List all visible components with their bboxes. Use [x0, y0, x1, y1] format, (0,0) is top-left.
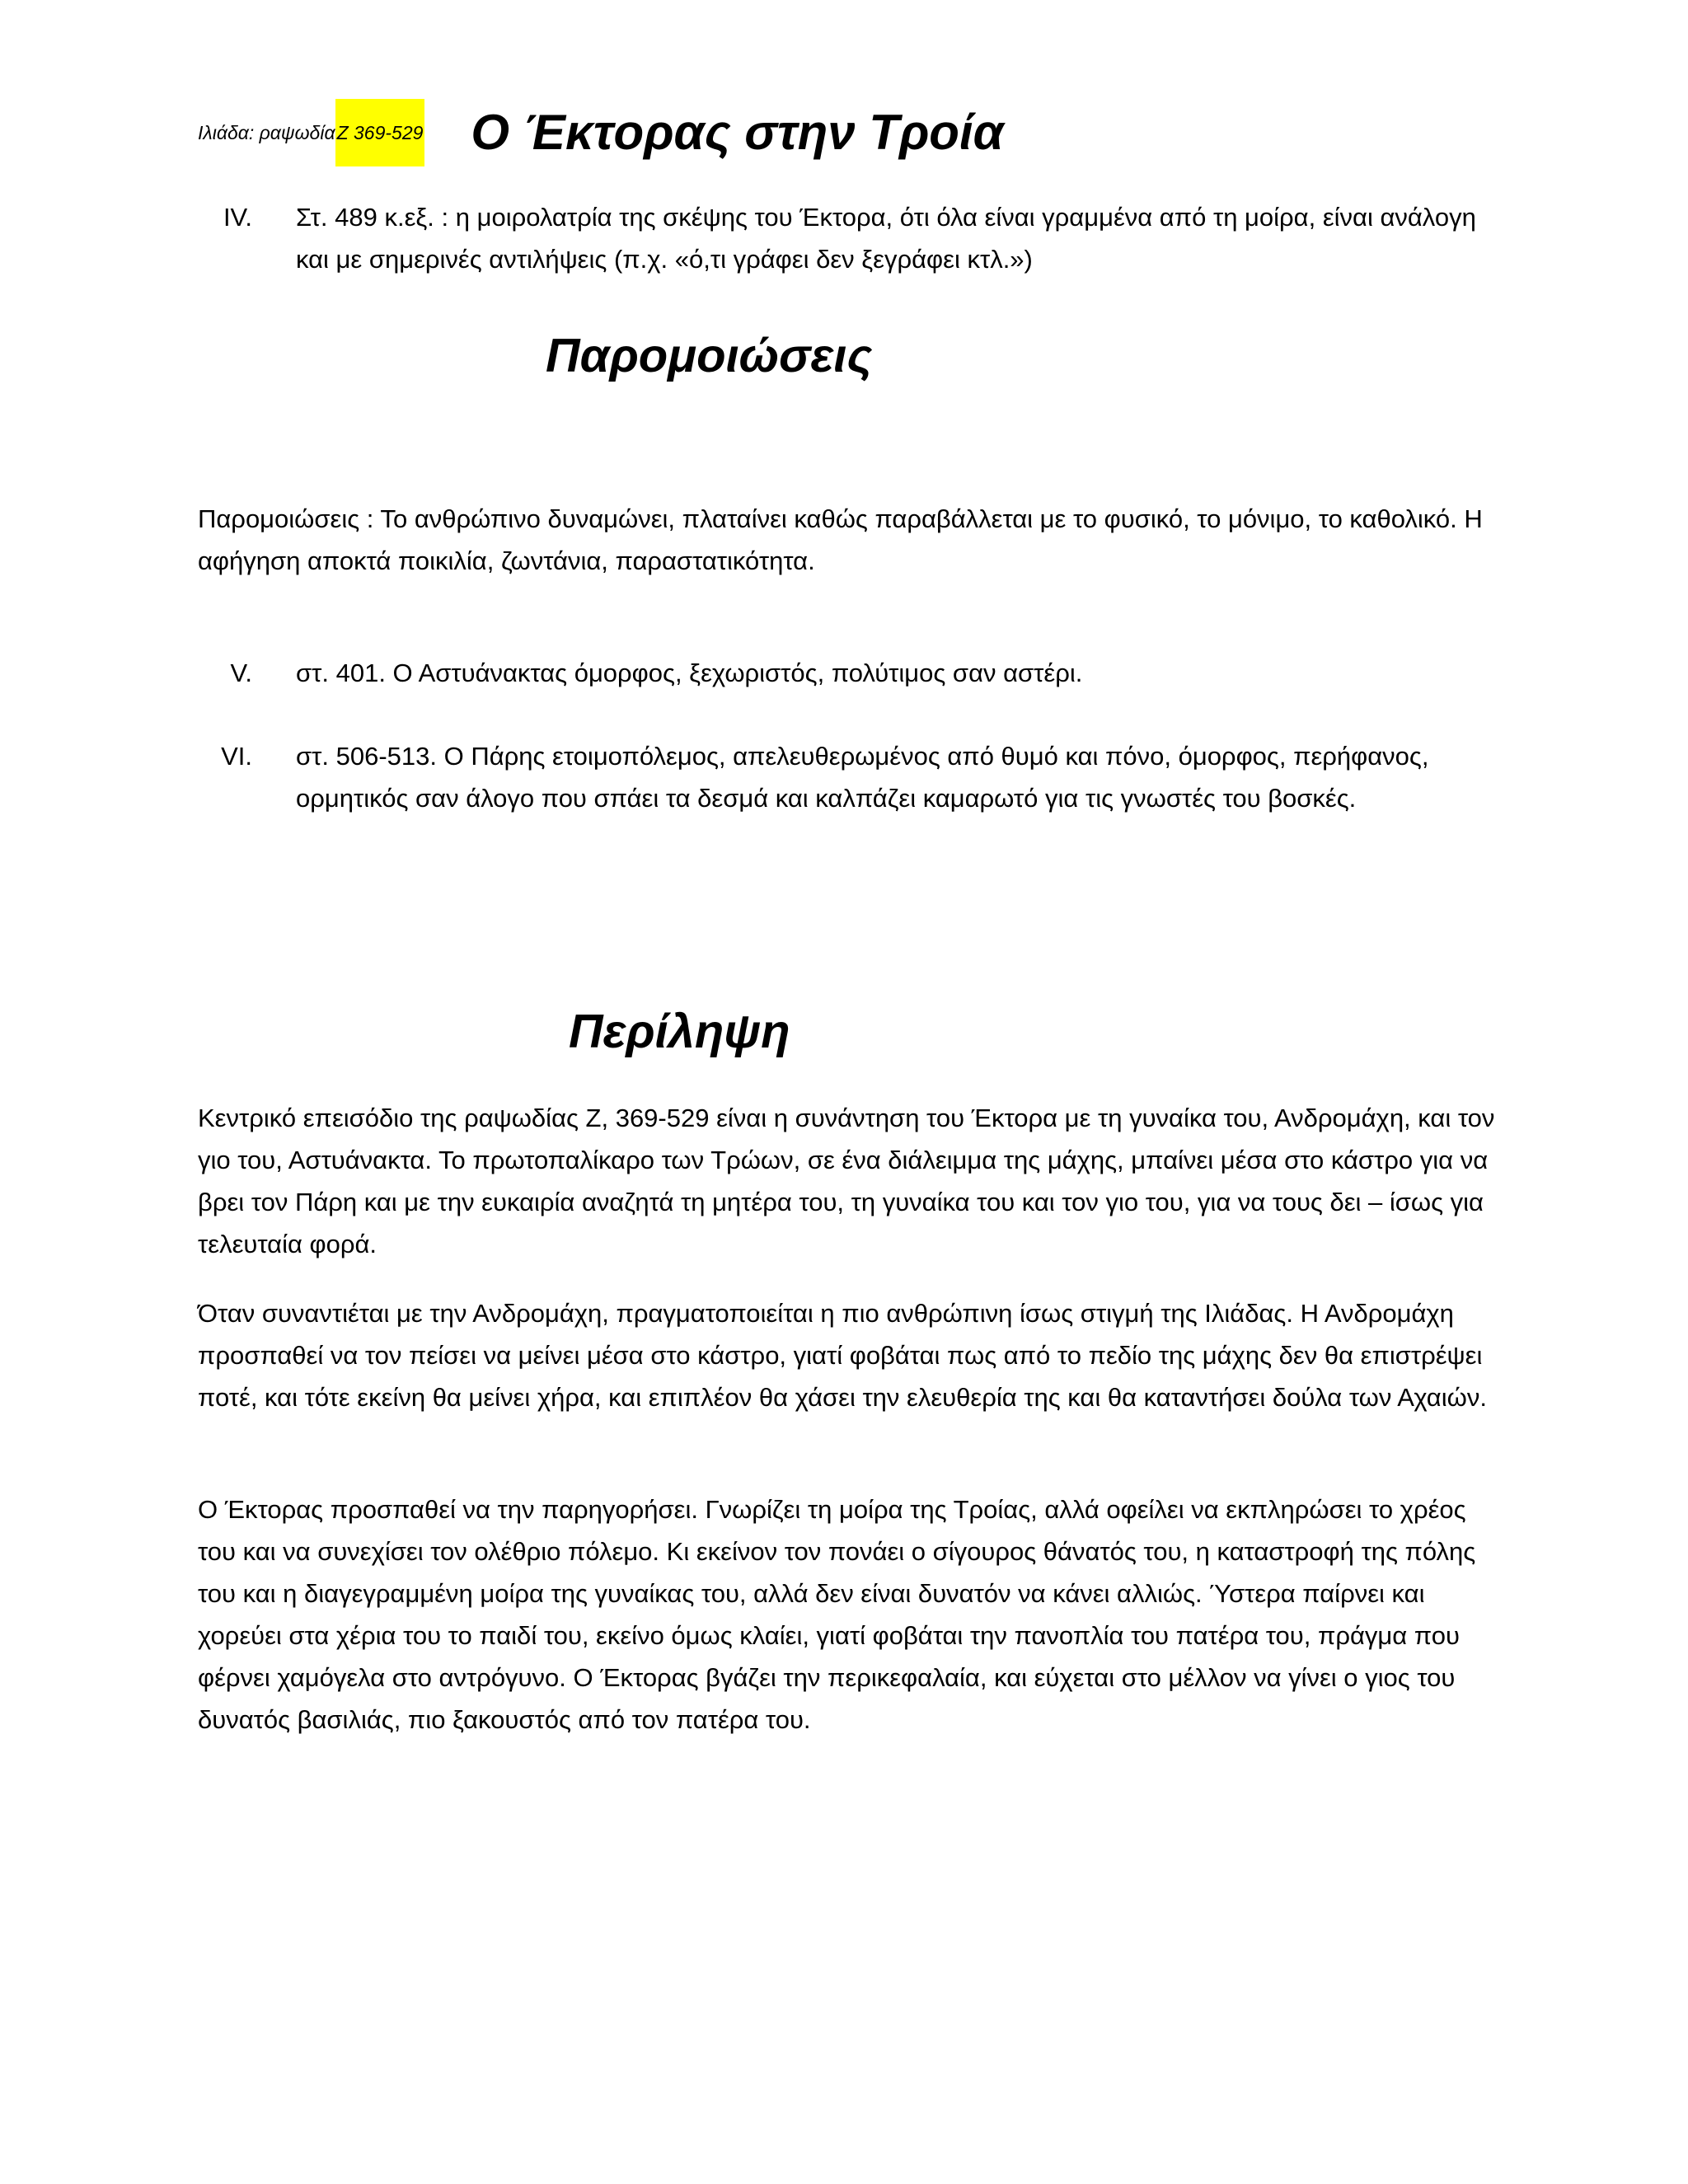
list-number: VI.: [221, 742, 252, 771]
header-prefix: Ιλιάδα: ραψωδία: [198, 122, 335, 143]
list-item-v: [198, 652, 1508, 694]
summary-paragraph-3: Ο Έκτορας προσπαθεί να την παρηγορήσει. Γνωρίζει τη μοίρα της Τροίας, αλλά οφείλει να εκπληρώσει το χρέος του και να συνεχίσει τον ολέθριο πόλεμο. Κι εκείνον τον πονάει ο σίγουρος θάνατός του, η καταστροφή της πόλης του και η διαγεγραμμένη μοίρα της γυναίκας του, αλλά δεν είναι δυνατόν να κάνει αλλιώς. Ύστερα παίρνει και χορεύει στα χέρια του το παιδί του, εκείνο όμως κλαίει, γιατί φοβάται την πανοπλία του πατέρα του, πράγμα που φέρνει χαμόγελα στο αντρόγυνο. Ο Έκτορας βγάζει την περικεφαλαία, και εύχεται στο μέλλον να γίνει ο γιος του δυνατός βασιλιάς, πιο ξακουστός από τον πατέρα του.: [198, 1495, 1476, 1734]
highlighted-reference: Ζ 369-529: [335, 99, 425, 166]
summary-paragraph-2: Όταν συναντιέται με την Ανδρομάχη, πραγματοποιείται η πιο ανθρώπινη ίσως στιγμή της Ιλιάδας. Η Ανδρομάχη προσπαθεί να τον πείσει να μείνει μέσα στο κάστρο, γιατί φοβάται πως από το πεδίο της μάχης δεν θα επιστρέψει ποτέ, και τότε εκείνη θα μείνει χήρα, και επιπλέον θα χάσει την ελευθερία της και θα καταντήσει δούλα των Αχαιών.: [198, 1299, 1487, 1412]
list-number: V.: [230, 658, 252, 687]
list-number: IV.: [223, 203, 252, 232]
summary-paragraph-1: Κεντρικό επεισόδιο της ραψωδίας Ζ, 369-529 είναι η συνάντηση του Έκτορα με τη γυναίκα του, Ανδρομάχη, και τον γιο του, Αστυάνακτα. Το πρωτοπαλίκαρο των Τρώων, σε ένα διάλειμμα της μάχης, μπαίνει μέσα στο κάστρο για να βρει τον Πάρη και με την ευκαιρία αναζητά τη μητέρα του, τη γυναίκα του και τον γιο του, για να τους δει – ίσως για τελευταία φορά.: [198, 1104, 1495, 1258]
page-title: Ο Έκτορας στην Τροία: [471, 105, 1004, 160]
list-text: Στ. 489 κ.εξ. : η μοιρολατρία της σκέψης του Έκτορα, ότι όλα είναι γραμμένα από τη μοίρα, είναι ανάλογη και με σημερινές αντιλήψεις (π.χ. «ό,τι γράφει δεν ξεγράφει κτλ.»): [296, 203, 1476, 274]
list-text: στ. 401. Ο Αστυάνακτας όμορφος, ξεχωριστός, πολύτιμος σαν αστέρι.: [296, 658, 1083, 687]
list-item-vi: [198, 735, 1508, 819]
similes-intro-paragraph: Παρομοιώσεις : Το ανθρώπινο δυναμώνει, πλαταίνει καθώς παραβάλλεται με το φυσικό, το μόνιμο, το καθολικό. Η αφήγηση αποκτά ποικιλία, ζωντάνια, παραστατικότητα.: [198, 504, 1483, 575]
similes-heading: Παρομοιώσεις: [546, 329, 873, 382]
page-header: [198, 97, 1004, 168]
list-text: στ. 506-513. Ο Πάρης ετοιμοπόλεμος, απελευθερωμένος από θυμό και πόνο, όμορφος, περήφανος, ορμητικός σαν άλογο που σπάει τα δεσμά και καλπάζει καμαρωτό για τις γνωστές του βοσκές.: [296, 742, 1429, 813]
list-item-iv: [198, 196, 1508, 280]
summary-heading: Περίληψη: [569, 1005, 790, 1058]
